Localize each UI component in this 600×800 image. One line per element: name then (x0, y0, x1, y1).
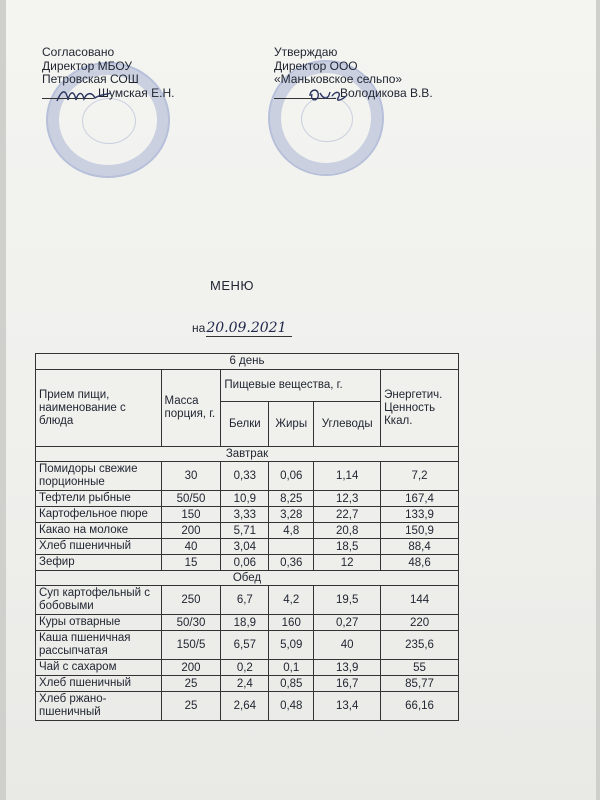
cell-energy: 48,6 (381, 555, 459, 571)
table-row (36, 491, 459, 507)
cell-mass: 150/5 (161, 631, 221, 660)
cell-mass: 25 (161, 692, 221, 721)
cell-mass: 200 (161, 660, 221, 676)
day-label: 6 день (36, 354, 459, 370)
cell-carbs: 12,3 (314, 491, 381, 507)
dish-name: Помидоры свежие порционные (36, 462, 162, 491)
cell-mass: 40 (161, 539, 221, 555)
dish-name: Хлеб пшеничный (36, 539, 162, 555)
cell-fat: 5,09 (269, 631, 314, 660)
dish-name: Каша пшеничная рассыпчатая (36, 631, 162, 660)
cell-fat: 8,25 (269, 491, 314, 507)
cell-energy: 55 (381, 660, 459, 676)
cell-carbs: 16,7 (314, 676, 381, 692)
cell-fat: 0,85 (269, 676, 314, 692)
cell-mass: 25 (161, 676, 221, 692)
approval-right (274, 46, 433, 100)
cell-fat: 4,2 (269, 586, 314, 615)
dish-name: Суп картофельный с бобовыми (36, 586, 162, 615)
cell-carbs: 19,5 (314, 586, 381, 615)
cell-protein: 3,04 (221, 539, 269, 555)
cell-carbs: 1,14 (314, 462, 381, 491)
cell-protein: 0,33 (221, 462, 269, 491)
page-title: МЕНЮ (210, 278, 255, 293)
dish-name: Хлеб пшеничный (36, 676, 162, 692)
cell-energy: 133,9 (381, 507, 459, 523)
approval-left-signer: Шумская Е.Н. (98, 85, 175, 100)
cell-mass: 50/30 (161, 615, 221, 631)
table-row (36, 676, 459, 692)
cell-mass: 200 (161, 523, 221, 539)
cell-fat (269, 539, 314, 555)
cell-mass: 150 (161, 507, 221, 523)
cell-energy: 220 (381, 615, 459, 631)
approval-right-signer: Володикова В.В. (340, 85, 433, 100)
cell-energy: 144 (381, 586, 459, 615)
cell-protein: 2,64 (221, 692, 269, 721)
cell-energy: 88,4 (381, 539, 459, 555)
cell-protein: 5,71 (221, 523, 269, 539)
dish-name: Чай с сахаром (36, 660, 162, 676)
signature-right-icon (306, 84, 348, 106)
cell-fat: 0,36 (269, 555, 314, 571)
cell-energy: 66,16 (381, 692, 459, 721)
table-row (36, 539, 459, 555)
document-page (6, 0, 596, 800)
dish-name: Зефир (36, 555, 162, 571)
header-carbs: Углеводы (314, 402, 381, 447)
header-nutrients: Пищевые вещества, г. (221, 370, 381, 402)
header-energy: Энергетич. Ценность Ккал. (381, 370, 459, 447)
cell-energy: 85,77 (381, 676, 459, 692)
approval-left-heading: Согласовано (42, 45, 115, 59)
header-mass: Масса порция, г. (161, 370, 221, 447)
cell-carbs: 20,8 (314, 523, 381, 539)
cell-protein: 0,2 (221, 660, 269, 676)
section-row (36, 571, 459, 586)
approval-left-organization: Петровская СОШ (42, 72, 139, 86)
table-row (36, 586, 459, 615)
cell-carbs: 40 (314, 631, 381, 660)
cell-energy: 7,2 (381, 462, 459, 491)
approval-left-position: Директор МБОУ (42, 58, 133, 73)
cell-carbs: 12 (314, 555, 381, 571)
date-prefix: на (192, 321, 206, 335)
signature-left-icon (54, 86, 114, 108)
menu-date (192, 320, 292, 336)
table-row (36, 660, 459, 676)
table-row (36, 507, 459, 523)
cell-carbs: 13,4 (314, 692, 381, 721)
cell-mass: 50/50 (161, 491, 221, 507)
cell-mass: 250 (161, 586, 221, 615)
dish-name: Картофельное пюре (36, 507, 162, 523)
cell-carbs: 22,7 (314, 507, 381, 523)
cell-protein: 10,9 (221, 491, 269, 507)
cell-mass: 30 (161, 462, 221, 491)
cell-fat: 4,8 (269, 523, 314, 539)
cell-fat: 3,28 (269, 507, 314, 523)
date-value: 20.09.2021 (206, 320, 292, 337)
table-row (36, 523, 459, 539)
cell-energy: 150,9 (381, 523, 459, 539)
approval-right-organization: «Маньковское сельпо» (274, 72, 403, 86)
cell-mass: 15 (161, 555, 221, 571)
header-fat: Жиры (269, 402, 314, 447)
dish-name: Хлеб ржано-пшеничный (36, 692, 162, 721)
cell-protein: 18,9 (221, 615, 269, 631)
table-row (36, 615, 459, 631)
cell-carbs: 18,5 (314, 539, 381, 555)
section-name: Завтрак (36, 447, 459, 462)
cell-fat: 0,06 (269, 462, 314, 491)
cell-fat: 160 (269, 615, 314, 631)
table-row (36, 631, 459, 660)
cell-protein: 6,57 (221, 631, 269, 660)
cell-energy: 167,4 (381, 491, 459, 507)
cell-protein: 0,06 (221, 555, 269, 571)
header-protein: Белки (221, 402, 269, 447)
table-row (36, 555, 459, 571)
section-row (36, 447, 459, 462)
dish-name: Какао на молоке (36, 523, 162, 539)
approval-right-heading: Утверждаю (274, 45, 338, 59)
dish-name: Тефтели рыбные (36, 491, 162, 507)
cell-energy: 235,6 (381, 631, 459, 660)
section-name: Обед (36, 571, 459, 586)
cell-protein: 3,33 (221, 507, 269, 523)
header-meal: Прием пищи, наименование с блюда (36, 370, 162, 447)
approval-right-position: Директор ООО (274, 58, 358, 73)
cell-fat: 0,48 (269, 692, 314, 721)
table-row (36, 692, 459, 721)
cell-carbs: 0,27 (314, 615, 381, 631)
cell-protein: 2,4 (221, 676, 269, 692)
cell-protein: 6,7 (221, 586, 269, 615)
dish-name: Куры отварные (36, 615, 162, 631)
menu-table (35, 353, 459, 721)
cell-carbs: 13,9 (314, 660, 381, 676)
cell-fat: 0,1 (269, 660, 314, 676)
table-row (36, 462, 459, 491)
